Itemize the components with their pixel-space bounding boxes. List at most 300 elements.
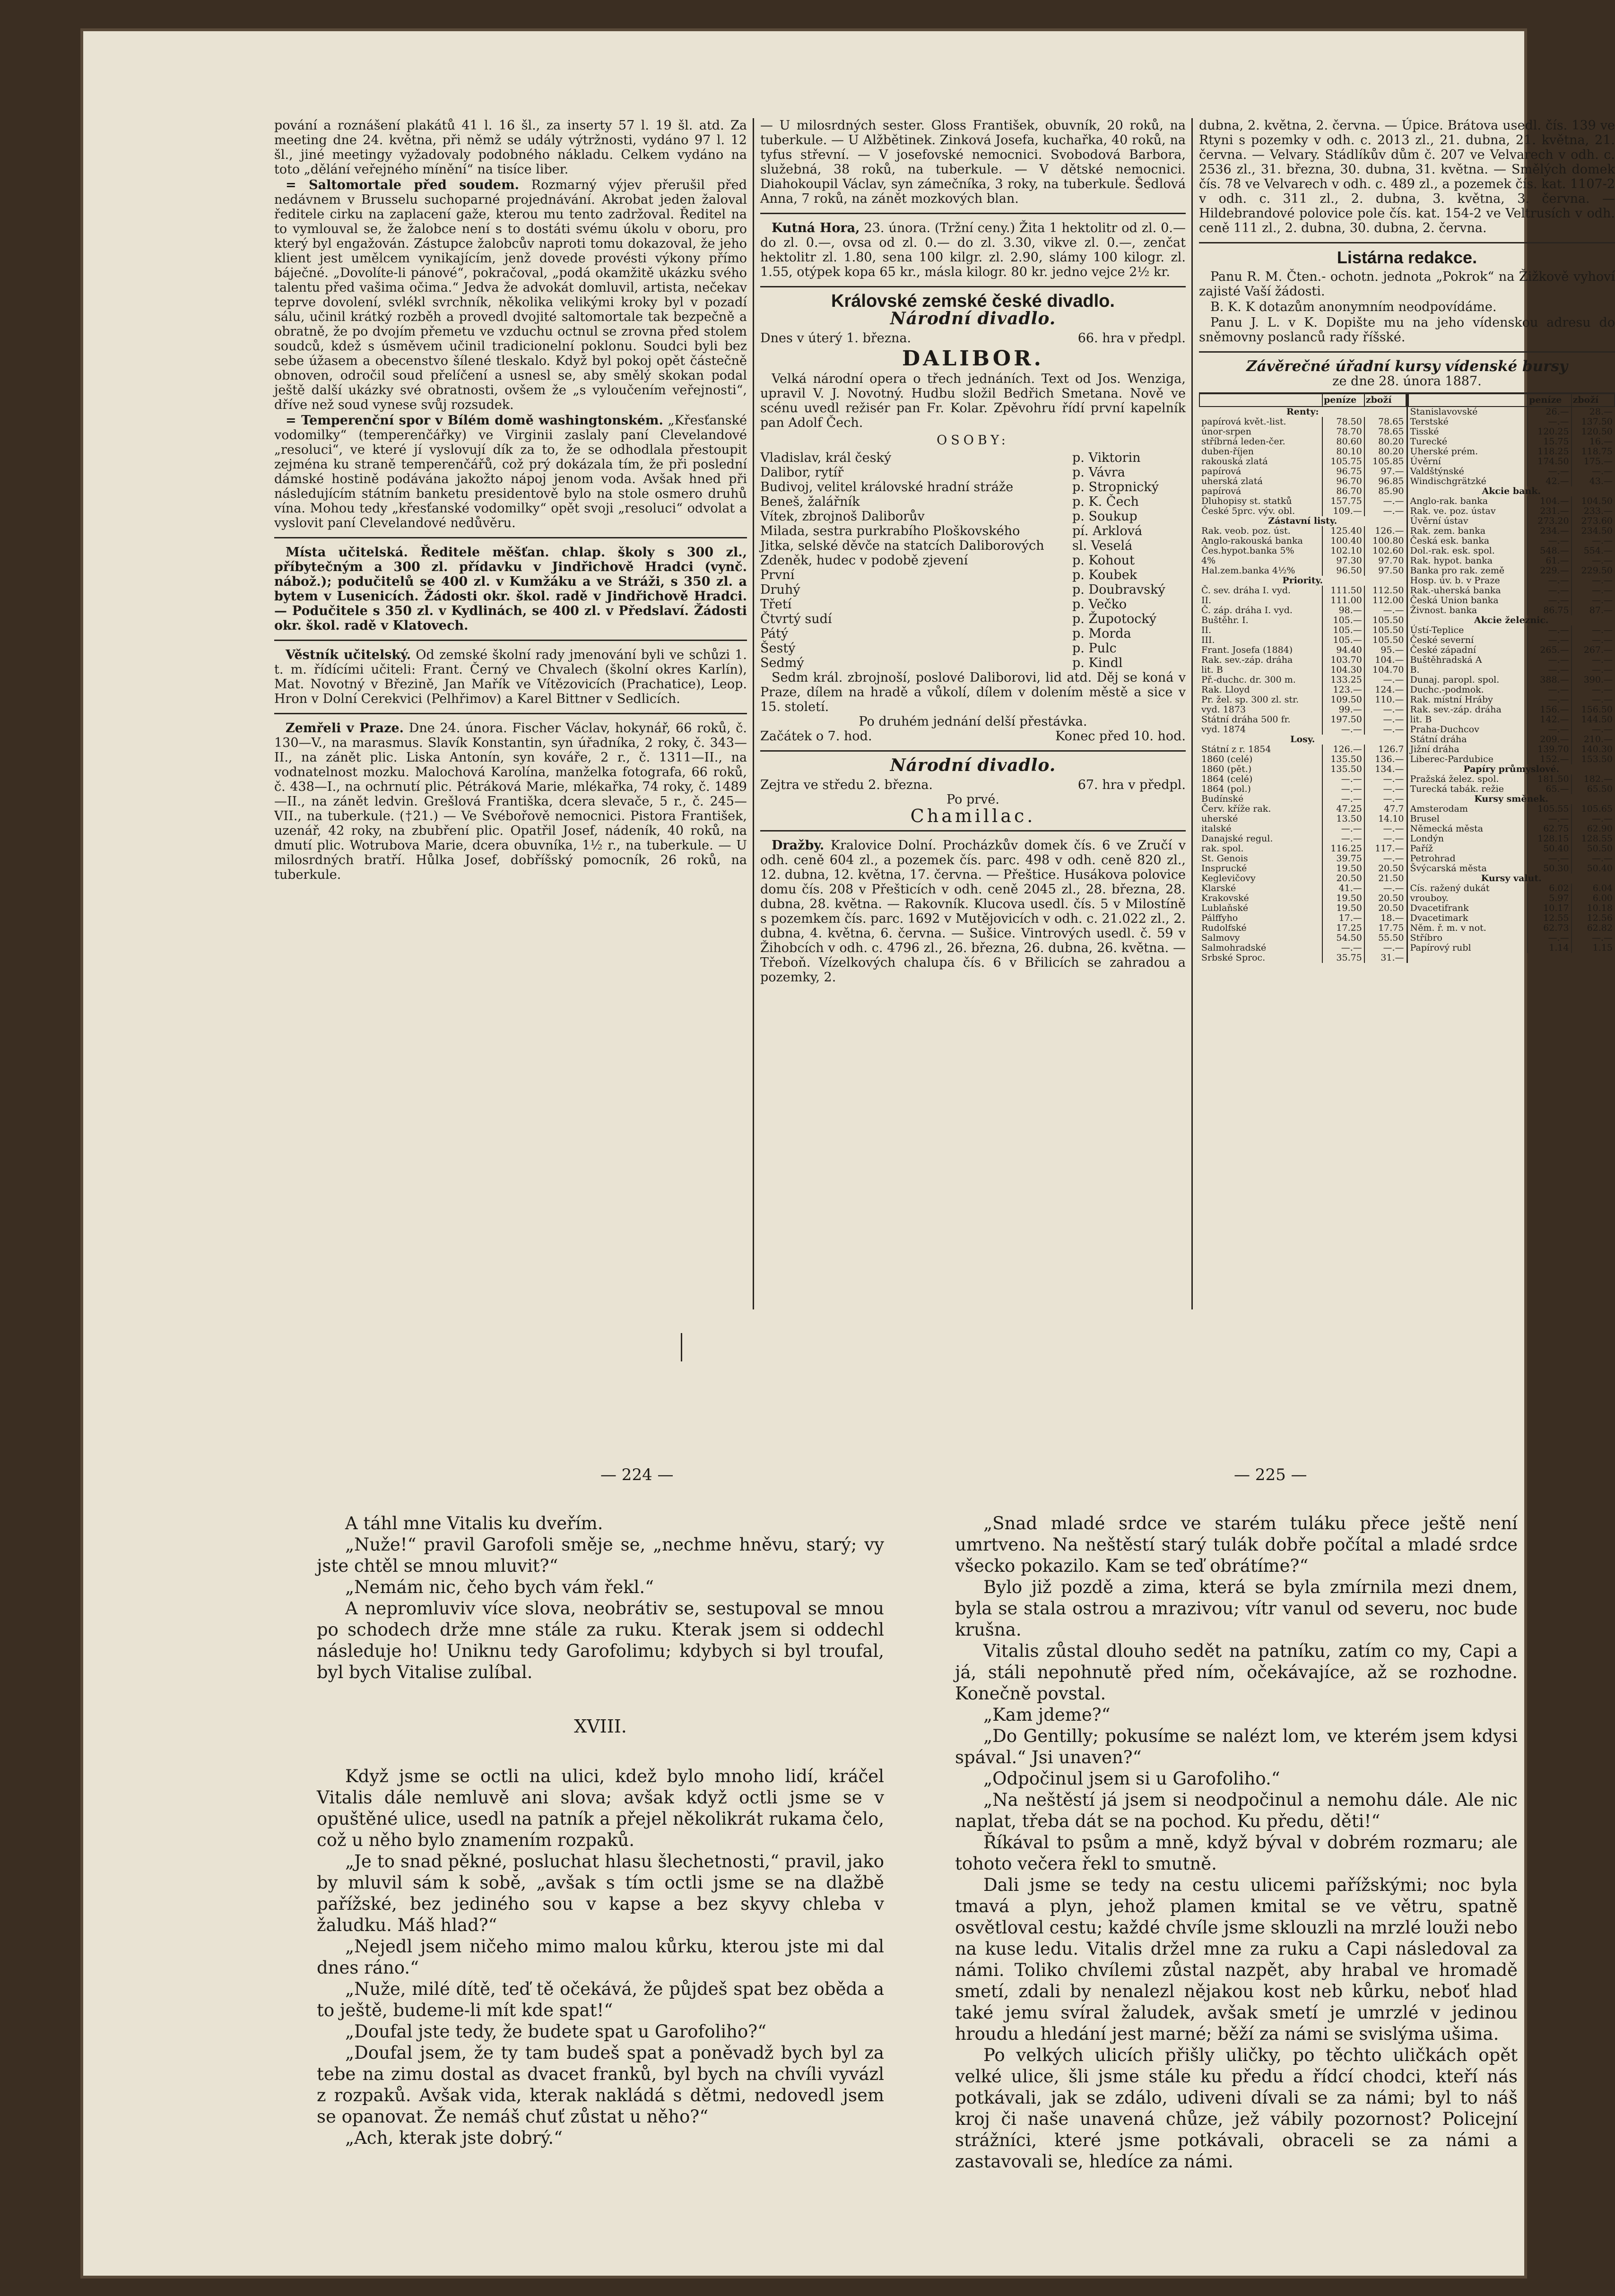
cast-actor: p. Kindl [1072, 656, 1123, 670]
price-zbozi: 95.— [1364, 645, 1406, 655]
price-penize: —.— [1322, 943, 1364, 953]
table-category-row [1199, 735, 1406, 745]
book-paragraph: Říkával to psům a mně, když býval v dobrém rozmaru; ale tohoto večera řekl to smutně. [955, 1832, 1518, 1874]
price-zbozi: 273.60 [1572, 516, 1615, 526]
book-paragraph: „Je to snad pěkné, posluchat hlasu šlechetnosti,“ pravil, jako by mluvil sám k sobě, „avšak s tím octli jsme se na dlažbě pařížské, bez jediného sou v kapse a bez skyvy chleba v žaludku. Máš hlad?“ [317, 1851, 884, 1935]
section-text: 23. února. (Tržní ceny.) Žita 1 hektolitr od zl. 0.— do zl. 0.—, ovsa od zl. 0.— do zl. 3.30, vikve zl. 0.—, zenčat hektolitr zl. 1.80, sena 100 kilgr. zl. 2.90, slámy 100 kilogr. zl. 1.55, otýpek kopa 65 kr., másla kilogr. 80 kr. jedno vejce 2½ kr. [760, 221, 1186, 279]
price-zbozi: 16.— [1572, 437, 1615, 447]
security-name: italské [1201, 823, 1232, 834]
cast-actor: p. Kohout [1072, 553, 1135, 568]
security-name: Př.-duchc. dr. 300 m. [1201, 675, 1296, 685]
price-zbozi: —.— [1364, 784, 1406, 794]
cast-role: Dalibor, rytíř [760, 465, 844, 480]
price-penize: 229.— [1528, 566, 1572, 576]
price-zbozi: 31.— [1364, 953, 1406, 963]
table-category-row [1199, 516, 1406, 526]
price-zbozi: 267.— [1572, 645, 1615, 655]
security-name: Úvěrní ústav [1410, 516, 1468, 526]
security-name: vyd. 1874 [1201, 724, 1246, 735]
table-row [1199, 774, 1406, 784]
table-row [1199, 814, 1406, 824]
divider [274, 640, 747, 641]
col-header-penize: peníze [1322, 394, 1364, 407]
price-penize: 152.— [1528, 754, 1572, 764]
security-name: III. [1201, 635, 1215, 645]
price-zbozi: 20.50 [1364, 864, 1406, 874]
table-row [1199, 874, 1406, 884]
table-row [1199, 457, 1406, 467]
price-zbozi: —.— [1572, 933, 1615, 943]
price-zbozi: —.— [1364, 606, 1406, 615]
cast-row [760, 509, 1186, 524]
table-category-row [1408, 764, 1615, 774]
cast-row [760, 494, 1186, 509]
security-name: Lublaňské [1201, 903, 1249, 913]
table-row [1199, 625, 1406, 635]
table-row [1199, 645, 1406, 655]
security-name: rak. spol. [1201, 843, 1244, 854]
table-row [1408, 407, 1615, 417]
security-name: Praha-Duchcov [1410, 724, 1479, 735]
price-penize: —.— [1528, 665, 1572, 675]
price-penize: 231.— [1528, 506, 1572, 516]
table-row [1199, 764, 1406, 774]
cast-row [760, 538, 1186, 553]
price-penize: 209.— [1528, 735, 1572, 745]
table-row [1199, 635, 1406, 645]
theatre-subheading: Národní divadlo. [890, 755, 1056, 775]
table-row [1408, 675, 1615, 685]
security-name: Rak. veob. poz. úst. [1201, 526, 1291, 536]
book-paragraph: „Doufal jsem, že ty tam budeš spat a poněvadž bych byl za tebe na zimu dostal as dvacet franků, byl bych na chvíli vyvázl z rozpaků. Avšak vida, kterak nakládá s dětmi, nedovedl jsem se opanovat. Že nemáš chuť zůstat u něho?“ [317, 2043, 884, 2127]
performance-date-row [760, 778, 1186, 792]
price-zbozi: 80.20 [1364, 447, 1406, 457]
price-penize: 62.75 [1528, 824, 1572, 834]
table-row [1408, 824, 1615, 834]
security-name: Čes.hypot.banka 5% [1201, 546, 1294, 556]
price-penize: 19.50 [1322, 903, 1364, 913]
security-name: Anglo-rak. banka [1410, 496, 1488, 506]
table-row [1408, 705, 1615, 715]
divider [760, 750, 1186, 752]
book-paragraph: „Na neštěstí já jsem si neodpočinul a nemohu dále. Ale nic naplat, třeba dát se na pochod. Ku předu, děti!“ [955, 1790, 1518, 1831]
table-row [1199, 536, 1406, 546]
cast-row [760, 626, 1186, 641]
price-zbozi: —.— [1364, 705, 1406, 715]
security-name: Zástavní listy. [1268, 516, 1337, 526]
price-penize: 123.— [1322, 685, 1364, 695]
price-zbozi: 96.85 [1364, 477, 1406, 486]
table-row [1199, 467, 1406, 477]
price-penize: 19.50 [1322, 864, 1364, 874]
security-name: Dvacetimark [1410, 913, 1468, 923]
price-penize: 125.40 [1322, 526, 1364, 536]
table-row [1408, 665, 1615, 675]
price-penize: 120.25 [1528, 427, 1572, 437]
premiere-note: Po prvé. [946, 792, 999, 807]
table-row [1408, 516, 1615, 526]
table-row [1199, 715, 1406, 725]
section-title: Kutná Hora, [772, 221, 860, 235]
price-penize: 105.55 [1528, 804, 1572, 814]
table-row [1199, 913, 1406, 923]
security-name: lit. B [1410, 714, 1432, 725]
security-name: Klarské [1201, 883, 1236, 893]
table-row [1408, 854, 1615, 864]
security-name: Rak. sev.-záp. dráha [1410, 704, 1502, 715]
price-penize: —.— [1528, 933, 1572, 943]
start-time: Začátek o 7. hod. [760, 729, 872, 744]
book-page-left [317, 1513, 884, 2198]
security-name: Londýn [1410, 833, 1444, 844]
price-penize: 80.10 [1322, 447, 1364, 457]
table-row [1199, 447, 1406, 457]
price-zbozi: 136.— [1364, 754, 1406, 764]
stock-exchange-date: ze dne 28. února 1887. [1332, 374, 1482, 389]
price-penize: 100.40 [1322, 536, 1364, 546]
price-penize: 19.50 [1322, 893, 1364, 903]
security-name: Anglo-rakouská banka [1201, 536, 1303, 546]
book-paragraph: Bylo již pozdě a zima, která se byla zmírnila mezi dnem, byla se stala ostrou a mrazivou; vítr vanul od severu, noc bude krušna. [955, 1577, 1518, 1640]
table-row [1199, 864, 1406, 874]
divider [760, 286, 1186, 287]
newspaper-column-3 [1199, 118, 1615, 1309]
price-penize: 17.— [1322, 913, 1364, 923]
cast-actor: p. Stropnický [1072, 480, 1159, 494]
price-zbozi: —.— [1572, 586, 1615, 596]
price-zbozi: —.— [1572, 665, 1615, 675]
section-title: Dražby. [772, 838, 825, 853]
price-penize: 12.55 [1528, 913, 1572, 923]
price-zbozi: 229.50 [1572, 566, 1615, 576]
table-row [1199, 526, 1406, 536]
cast-role: Druhý [760, 582, 800, 597]
price-penize: 181.50 [1528, 774, 1572, 784]
price-penize: 98.— [1322, 606, 1364, 615]
security-name: České 5prc. výv. obl. [1201, 506, 1295, 516]
table-row [1408, 566, 1615, 576]
security-name: Ústí-Teplice [1410, 625, 1464, 635]
divider [760, 213, 1186, 214]
price-zbozi: 104.50 [1572, 496, 1615, 506]
book-paragraph: „Nemám nic, čeho bych vám řekl.“ [345, 1577, 654, 1597]
table-row [1408, 596, 1615, 606]
price-penize: 234.— [1528, 526, 1572, 536]
security-name: vyd. 1873 [1201, 704, 1246, 715]
book-paragraph: „Snad mladé srdce ve starém tuláku přece ještě není umrtveno. Na neštěstí starý tulák dobře počítal a mladé srdce všecko pokazilo. Kam se teď obrátíme?“ [955, 1513, 1518, 1576]
security-name: 4% [1201, 555, 1216, 566]
price-zbozi: —.— [1572, 576, 1615, 586]
section-title: Místa učitelská. [286, 545, 408, 560]
price-zbozi: 134.— [1364, 764, 1406, 774]
security-name: Dol.-rak. esk. spol. [1410, 546, 1495, 556]
price-penize: 47.25 [1322, 804, 1364, 814]
price-zbozi: —.— [1572, 467, 1615, 477]
price-zbozi: 43.— [1572, 477, 1615, 486]
divider [274, 713, 747, 714]
cast-row [760, 597, 1186, 612]
price-zbozi: 97.50 [1364, 566, 1406, 576]
price-penize: 111.00 [1322, 596, 1364, 606]
cast-role: Vladislav, král český [760, 451, 892, 465]
price-zbozi: 390.— [1572, 675, 1615, 685]
security-name: Liberec-Pardubice [1410, 754, 1493, 764]
price-penize: 126.— [1322, 745, 1364, 754]
price-penize: 5.97 [1528, 893, 1572, 903]
table-row [1199, 496, 1406, 506]
table-row [1199, 953, 1406, 963]
cast-role: Vítek, zbrojnoš Daliborův [760, 509, 925, 524]
price-zbozi: —.— [1572, 655, 1615, 665]
price-zbozi: 78.65 [1364, 417, 1406, 427]
security-name: Německá města [1410, 823, 1484, 834]
cast-actor: p. K. Čech [1072, 494, 1139, 509]
price-penize: —.— [1528, 596, 1572, 606]
section-text: Ředitele měšťan. chlap. školy s 300 zl., příbytečným a 300 zl. přídavku v Jindřichově Hradci (vynč. nábož.); podučitelů se 400 zl. v Kumžáku a ve Stráži, s 350 zl. a bytem v Lusenicích. Žádosti okr. škol. radě v Jindřichově Hradci. — Podučitele s 350 zl. v Kydlinách, se 400 zl. v Předslaví. Žádosti okr. škol. radě v Klatovech. [274, 545, 747, 633]
cast-row [760, 451, 1186, 465]
price-zbozi: 110.— [1364, 695, 1406, 705]
section-title: Věstník učitelský. [286, 648, 411, 662]
security-name: Losy. [1290, 734, 1315, 745]
price-penize: —.— [1528, 655, 1572, 665]
table-row [1199, 794, 1406, 804]
cast-actor: p. Viktorin [1072, 451, 1141, 465]
price-zbozi: —.— [1364, 496, 1406, 506]
security-name: Jižní dráha [1410, 744, 1459, 754]
security-name: Buštěhradská A [1410, 655, 1482, 665]
table-row [1408, 427, 1615, 437]
table-row [1408, 467, 1615, 477]
table-row [1408, 784, 1615, 794]
price-penize: 41.— [1322, 884, 1364, 893]
price-zbozi: 28.— [1572, 407, 1615, 417]
cast-row [760, 641, 1186, 656]
section-text: Dne 24. února. Fischer Václav, hokynář, 66 roků, č. 130—V., na marasmus. Slavík Konstantin, syn úřadníka, 2 roky, č. 343—II., na zánět plic. Liska Antonín, syn kováře, 2 r., č. 1311—II., na vodnatelnost mozku. Malochová Karolína, manželka fotografa, 66 roků, č. 438—I., na ochrnutí plic. Pétráková Marie, mlékařka, 74 roky, č. 1489—II., na zánět ledvin. Grešlová Františka, dcera slevače, 5 r., č. 245—VII., na tuberkule. (†21.) — Ve Svébořově nemocnici. Pistora František, uzenář, 42 roky, na zbubření plic. Opatřil Josef, nádeník, 40 roků, na dmutí plic. Wotrubova Marie, dcera obuvníka, 1½ r., na tuberkule. — U milosrdných bratří. Hůlka Josef, dobříšský pomocník, 26 roků, na tuberkule. [274, 721, 747, 882]
price-zbozi: 104.70 [1364, 665, 1406, 675]
table-row [1408, 884, 1615, 893]
table-row [1408, 625, 1615, 635]
security-name: Keglevičovy [1201, 873, 1256, 884]
section-title: Zemřeli v Praze. [286, 721, 404, 736]
table-category-row [1408, 794, 1615, 804]
price-penize: 105.— [1322, 635, 1364, 645]
price-penize: —.— [1322, 725, 1364, 735]
price-zbozi: 80.20 [1364, 437, 1406, 447]
table-row [1199, 586, 1406, 596]
price-penize: 128.15 [1528, 834, 1572, 844]
price-penize: —.— [1528, 725, 1572, 735]
price-penize: —.— [1528, 685, 1572, 695]
price-zbozi: —.— [1364, 675, 1406, 685]
cast-row [760, 582, 1186, 597]
cast-actor: pí. Arklová [1072, 524, 1143, 538]
price-zbozi: 55.50 [1364, 933, 1406, 943]
table-row [1199, 477, 1406, 486]
price-penize: —.— [1528, 635, 1572, 645]
price-penize: 116.25 [1322, 844, 1364, 854]
table-row [1408, 457, 1615, 467]
price-zbozi: 78.65 [1364, 427, 1406, 437]
cast-actor: p. Večko [1072, 597, 1127, 612]
security-name: Insprucké [1201, 863, 1247, 874]
table-row [1408, 903, 1615, 913]
price-zbozi: —.— [1572, 725, 1615, 735]
cast-role: Beneš, žalářník [760, 494, 860, 509]
table-row [1408, 893, 1615, 903]
opera-description: Velká národní opera o třech jednáních. Text od Jos. Wenziga, upravil V. J. Novotný. Hudbu složil Bedřich Smetana. Nově ve scénu uvedl režisér pan Fr. Kolar. Zpěvohru řídí první kapelník pan Adolf Čech. [760, 372, 1186, 430]
table-row [1408, 655, 1615, 665]
price-penize: —.— [1528, 854, 1572, 864]
price-penize: —.— [1322, 784, 1364, 794]
price-zbozi: 117.— [1364, 844, 1406, 854]
price-penize: —.— [1528, 625, 1572, 635]
paragraph-auctions-cont: dubna, 2. května, 2. června. — Úpice. Brátova usedl. čís. 139 ve Rtyni s pozemky v odh. c. 2013 zl., 21. dubna, 21. května, 21. června. — Velvary. Stádlíkův dům č. 207 ve Velvarech v odh. c. 2536 zl., 31. března, 30. dubna, 31. května. — Smělých domek čís. 78 ve Velvarech v odh. c. 489 zl., a pozemek čís. kat. 1107-2 v odh. c. 311 zl., 2. dubna, 3. května, 3. června. — Hildebrandové polovice pole čís. kat. 154-2 ve Veltrusích v odh. ceně 111 zl., 2. dubna, 30. dubna, 2. června. [1199, 118, 1615, 235]
table-category-row [1199, 407, 1406, 417]
table-row [1408, 447, 1615, 457]
security-name: Budínské [1201, 794, 1244, 804]
price-zbozi: 21.50 [1364, 874, 1406, 884]
security-name: Tisské [1410, 426, 1439, 437]
section-text: Od zemské školní rady jmenování byli ve schůzi 1. t. m. řídícími učiteli: Frant. Černý ve Chvalech (školní okres Karlín), Mat. Novotný v Březině, Jan Mařík ve Vítězovicích (Prachatice), Leop. Hron v Dolní Cerekvici (Pelhřimov) a Karel Bittner v Sedlicích. [274, 648, 747, 706]
security-name: papírová [1201, 466, 1242, 477]
table-row [1408, 725, 1615, 735]
table-row [1199, 685, 1406, 695]
security-name: St. Genois [1201, 853, 1248, 864]
price-zbozi: 65.50 [1572, 784, 1615, 794]
price-zbozi: 102.60 [1364, 546, 1406, 556]
stock-tables [1199, 392, 1615, 963]
book-paragraph: „Do Gentilly; pokusíme se nalézt lom, ve kterém jsem kdysi spával.“ Jsi unaven?“ [955, 1726, 1518, 1767]
table-row [1199, 844, 1406, 854]
col-header-penize: peníze [1528, 394, 1572, 407]
table-category-row [1408, 874, 1615, 884]
book-page-right [955, 1513, 1518, 2198]
letter-reply: Panu R. M. Čten.- ochotn. jednota „Pokrok“ na Žižkově vyhoví zajisté Vaší žádosti. [1199, 269, 1615, 299]
price-zbozi: 124.— [1364, 685, 1406, 695]
stock-exchange-heading: Závěrečné úřadní kursy vídenské bursy [1246, 358, 1568, 375]
table-row [1199, 486, 1406, 496]
security-name: Srbské Sproc. [1201, 953, 1266, 963]
subscription-number: 66. hra v předpl. [1077, 331, 1186, 346]
letter-reply: B. K. K dotazům anonymním neodpovídáme. [1210, 300, 1497, 314]
cast-role: Milada, sestra purkrabího Ploškovského [760, 524, 1020, 538]
price-penize: 35.75 [1322, 953, 1364, 963]
table-row [1408, 506, 1615, 516]
security-name: Úvěrní [1410, 456, 1441, 467]
price-zbozi: —.— [1364, 834, 1406, 844]
stock-table-left [1199, 393, 1408, 963]
table-row [1199, 784, 1406, 794]
security-name: Amsterodam [1410, 804, 1468, 814]
table-row [1199, 725, 1406, 735]
table-row [1408, 923, 1615, 933]
price-zbozi: 20.50 [1364, 893, 1406, 903]
table-row [1199, 655, 1406, 665]
chapter-heading: XVIII. [574, 1716, 627, 1737]
cast-role: První [760, 568, 795, 582]
table-category-row [1408, 486, 1615, 496]
price-zbozi: 233.— [1572, 506, 1615, 516]
table-row [1408, 735, 1615, 745]
price-zbozi: —.— [1572, 596, 1615, 606]
price-zbozi: 104.— [1364, 655, 1406, 665]
security-name: Buštěhr. I. [1201, 615, 1249, 625]
security-name: Rak. ve. poz. ústav [1410, 506, 1496, 516]
price-zbozi: 118.75 [1572, 447, 1615, 457]
price-zbozi: 10.18 [1572, 903, 1615, 913]
security-name: České severní [1410, 635, 1474, 645]
security-name: Akcie bank. [1482, 486, 1541, 496]
book-paragraph: „Ach, kterak jste dobrý.“ [345, 2128, 563, 2148]
price-zbozi: —.— [1364, 794, 1406, 804]
price-zbozi: —.— [1364, 824, 1406, 834]
cast-actor: p. Doubravský [1072, 582, 1165, 597]
theatre-heading: Královské zemské české divadlo. [831, 291, 1115, 311]
price-penize: —.— [1528, 417, 1572, 427]
price-penize: —.— [1528, 576, 1572, 586]
table-row [1408, 745, 1615, 754]
table-row [1408, 496, 1615, 506]
price-penize: 50.30 [1528, 864, 1572, 874]
left-paragraphs-after-heading [317, 1766, 884, 2149]
cast-row [760, 465, 1186, 480]
price-penize: —.— [1528, 814, 1572, 824]
price-penize: —.— [1322, 794, 1364, 804]
book-paragraph: A nepromluviv více slova, neobrátiv se, sestupoval se mnou po schodech drže mne stále za ruku. Kterak jsem si oddechl následuje ho! Uniknu tedy Garofolimu; kdybych si byl troufal, byl bych Vitalise zulíbal. [317, 1598, 884, 1682]
table-row [1199, 437, 1406, 447]
security-name: Banka pro rak. země [1410, 565, 1505, 576]
price-zbozi: —.— [1572, 625, 1615, 635]
cast-actor: p. Pulc [1072, 641, 1117, 656]
book-paragraph: A táhl mne Vitalis ku dveřím. [345, 1513, 603, 1534]
price-penize: 109.50 [1322, 695, 1364, 705]
newspaper-column-1 [274, 118, 747, 1309]
security-name: Cís. ražený dukát [1410, 883, 1490, 893]
table-row [1408, 685, 1615, 695]
cast-row [760, 656, 1186, 670]
table-row [1199, 566, 1406, 576]
price-penize: 61.— [1528, 556, 1572, 566]
table-row [1408, 695, 1615, 705]
price-zbozi: —.— [1572, 556, 1615, 566]
price-penize: 86.75 [1528, 606, 1572, 615]
performance-date-row [760, 331, 1186, 346]
security-name: Turecké [1410, 436, 1448, 447]
price-zbozi: 126.7 [1364, 745, 1406, 754]
table-row [1408, 576, 1615, 586]
security-name: Dluhopisy st. statků [1201, 496, 1292, 506]
table-row [1408, 913, 1615, 923]
security-name: Hosp. úv. b. v Praze [1410, 575, 1500, 586]
table-row [1199, 695, 1406, 705]
price-zbozi: —.— [1364, 715, 1406, 725]
security-name: Pálffyho [1201, 913, 1238, 923]
play-title: Chamillac. [910, 806, 1036, 826]
subscription-number: 67. hra v předpl. [1077, 778, 1186, 792]
price-penize: 96.70 [1322, 477, 1364, 486]
divider [274, 537, 747, 538]
price-zbozi: 1.15 [1572, 943, 1615, 953]
price-penize: 15.75 [1528, 437, 1572, 447]
table-row [1408, 526, 1615, 536]
price-zbozi: 120.50 [1572, 427, 1615, 437]
col-header-zbozi: zboží [1572, 394, 1615, 407]
table-row [1199, 933, 1406, 943]
price-zbozi: —.— [1572, 685, 1615, 695]
cast-actor: p. Morda [1072, 626, 1131, 641]
cast-row [760, 612, 1186, 626]
price-penize: 96.50 [1322, 566, 1364, 576]
